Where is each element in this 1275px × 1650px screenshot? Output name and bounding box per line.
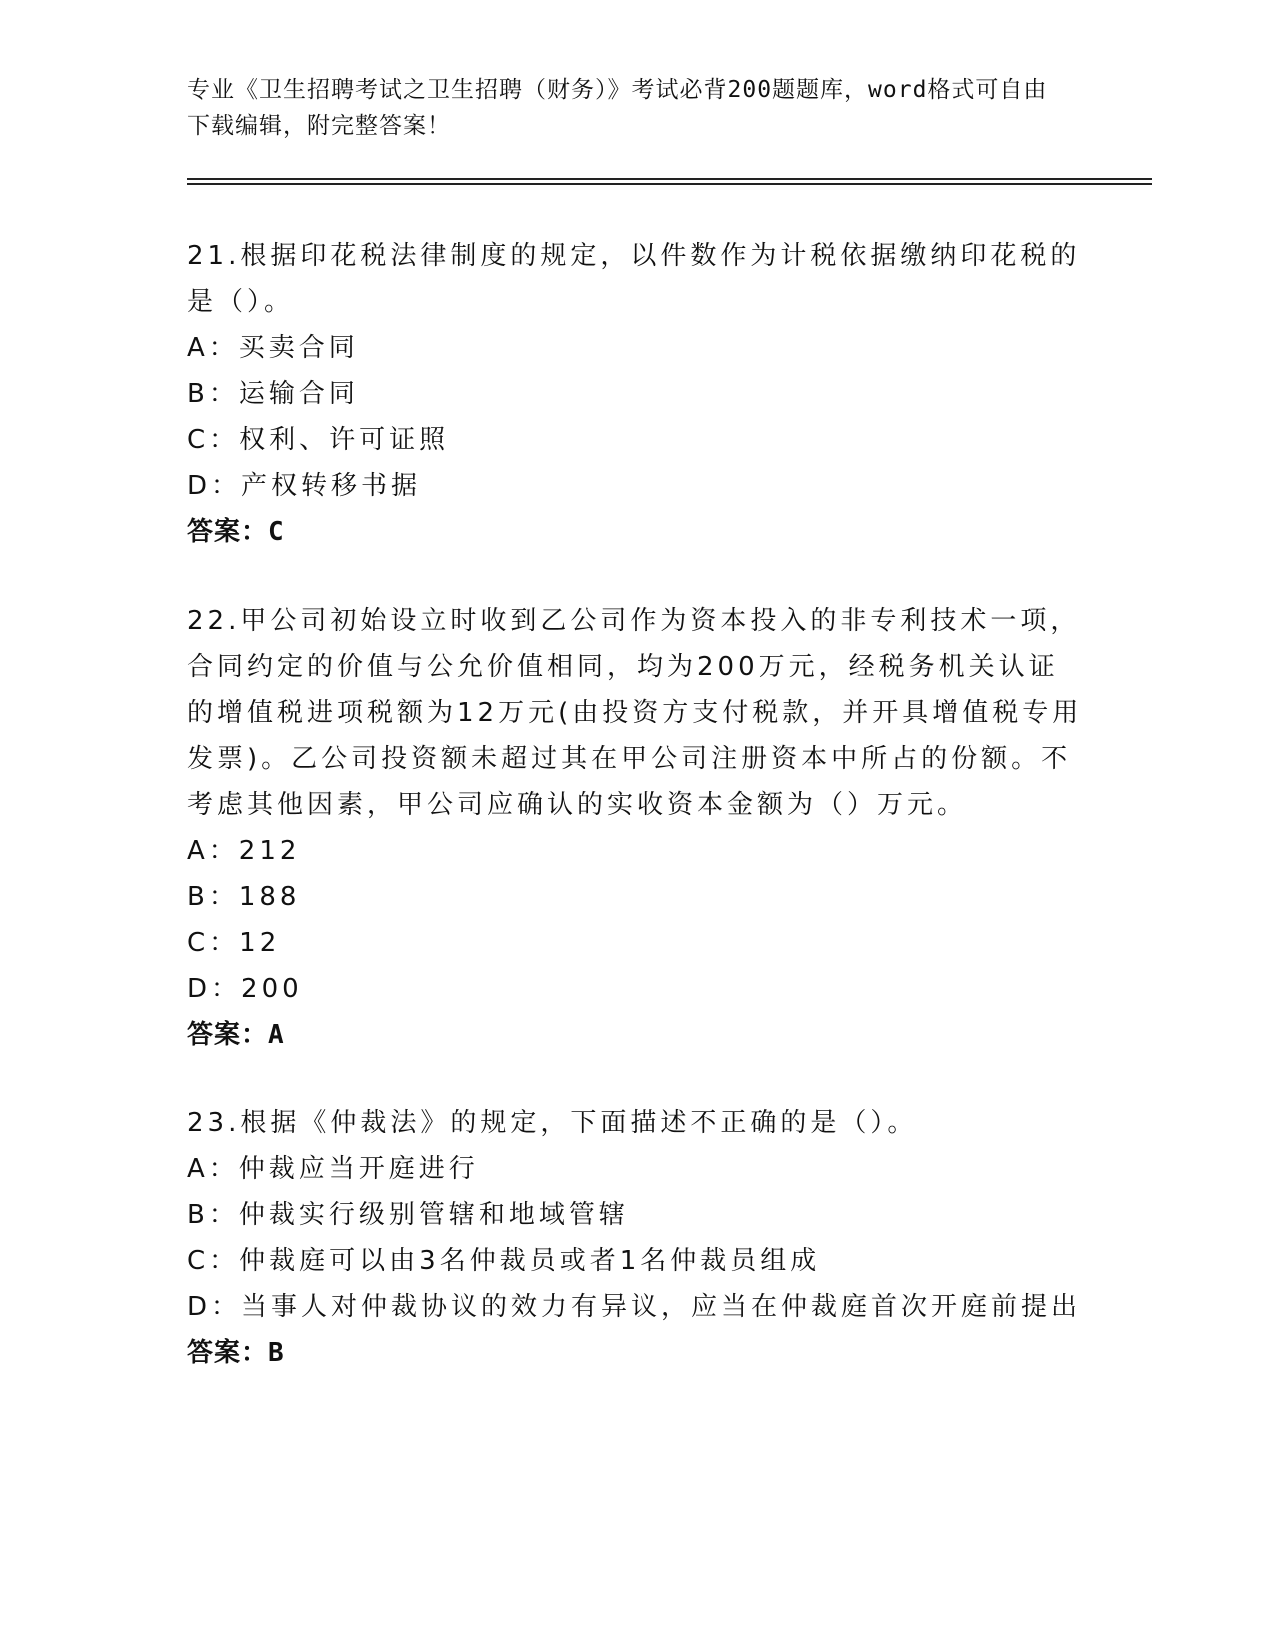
question-23 bbox=[187, 1100, 1087, 1376]
answer: 答案：B bbox=[187, 1338, 285, 1368]
option-c: C：权利、许可证照 bbox=[187, 425, 450, 455]
option-d: D：200 bbox=[187, 974, 303, 1004]
option-a: A：212 bbox=[187, 836, 301, 866]
option-c: C：12 bbox=[187, 928, 281, 958]
answer: 答案：C bbox=[187, 517, 285, 547]
question-stem: 23.根据《仲裁法》的规定，下面描述不正确的是（）。 bbox=[187, 1108, 918, 1138]
option-b: B：仲裁实行级别管辖和地域管辖 bbox=[187, 1200, 629, 1230]
option-d: D：产权转移书据 bbox=[187, 471, 422, 501]
option-a: A：仲裁应当开庭进行 bbox=[187, 1154, 479, 1184]
question-stem: 22.甲公司初始设立时收到乙公司作为资本投入的非专利技术一项，合同约定的价值与公允价值相同，均为200万元，经税务机关认证的增值税进项税额为12万元(由投资方支付税款，并开具增值税专用发票)。乙公司投资额未超过其在甲公司注册资本中所占的份额。不考虑其他因素，甲公司应确认的实收资本金额为（）万元。 bbox=[187, 606, 1083, 820]
question-stem: 21.根据印花税法律制度的规定，以件数作为计税依据缴纳印花税的是（）。 bbox=[187, 241, 1081, 317]
option-c: C：仲裁庭可以由3名仲裁员或者1名仲裁员组成 bbox=[187, 1246, 821, 1276]
option-d: D：当事人对仲裁协议的效力有异议，应当在仲裁庭首次开庭前提出 bbox=[187, 1292, 1082, 1322]
option-b: B：运输合同 bbox=[187, 379, 359, 409]
option-b: B：188 bbox=[187, 882, 301, 912]
answer: 答案：A bbox=[187, 1020, 285, 1050]
header-divider bbox=[187, 178, 1152, 185]
document-header: 专业《卫生招聘考试之卫生招聘（财务）》考试必背200题题库，word格式可自由下载编辑，附完整答案！ bbox=[187, 77, 1048, 139]
option-a: A：买卖合同 bbox=[187, 333, 359, 363]
question-22 bbox=[187, 598, 1087, 1058]
question-21 bbox=[187, 233, 1087, 555]
